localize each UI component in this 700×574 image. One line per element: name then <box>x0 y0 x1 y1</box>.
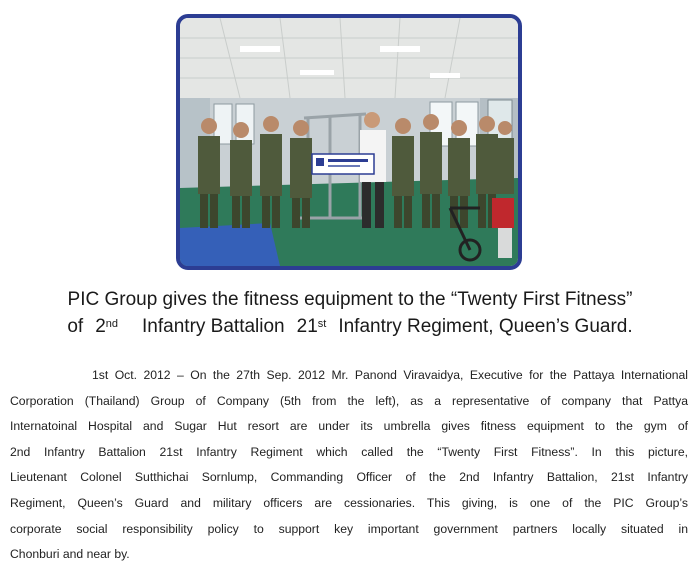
body-line: Internatoinal Hospital and Sugar Hut resort are under its umbrella gives fitness equipment to the gym of <box>10 419 688 434</box>
body-line: Regiment, Queen’s Guard and military officers are cessionaries. This giving, is one of the PIC Group’s <box>10 495 688 510</box>
headline-line-1: PIC Group gives the fitness equipment to the “Twenty First Fitness” <box>67 289 633 310</box>
body-line: Corporation (Thailand) Group of Company (5th from the left), as a representative of company that Pattya <box>10 393 688 408</box>
headline-of: of <box>67 316 84 337</box>
article-photo <box>176 14 522 270</box>
headline-battalion: Infantry Battalion <box>142 316 285 337</box>
headline-regiment-suffix: st <box>317 318 327 330</box>
headline-battalion-number: 2 <box>95 316 106 337</box>
headline-regiment: Infantry Regiment, Queen’s Guard. <box>338 316 633 337</box>
body-line: Chonburi and near by. <box>10 547 130 562</box>
body-line: corporate social responsibility policy to support key important government partners locally situated in <box>10 521 688 536</box>
body-line: 2nd Infantry Battalion 21st Infantry Regiment which called the “Twenty First Fitness”. In this picture, <box>10 444 688 459</box>
headline-regiment-number: 21 <box>296 316 318 337</box>
article-body <box>10 363 688 568</box>
gym-handover-photo <box>180 18 518 266</box>
article-headline <box>0 286 700 340</box>
headline-line-2 <box>0 313 700 340</box>
body-line: Lieutenant Colonel Sutthichai Sornlump, Commanding Officer of the 2nd Infantry Battalion, 21st Infantry <box>10 470 688 485</box>
body-line: 1st Oct. 2012 – On the 27th Sep. 2012 Mr. Panond Viravaidya, Executive for the Pattaya International <box>92 368 688 382</box>
headline-battalion-suffix: nd <box>105 318 119 330</box>
